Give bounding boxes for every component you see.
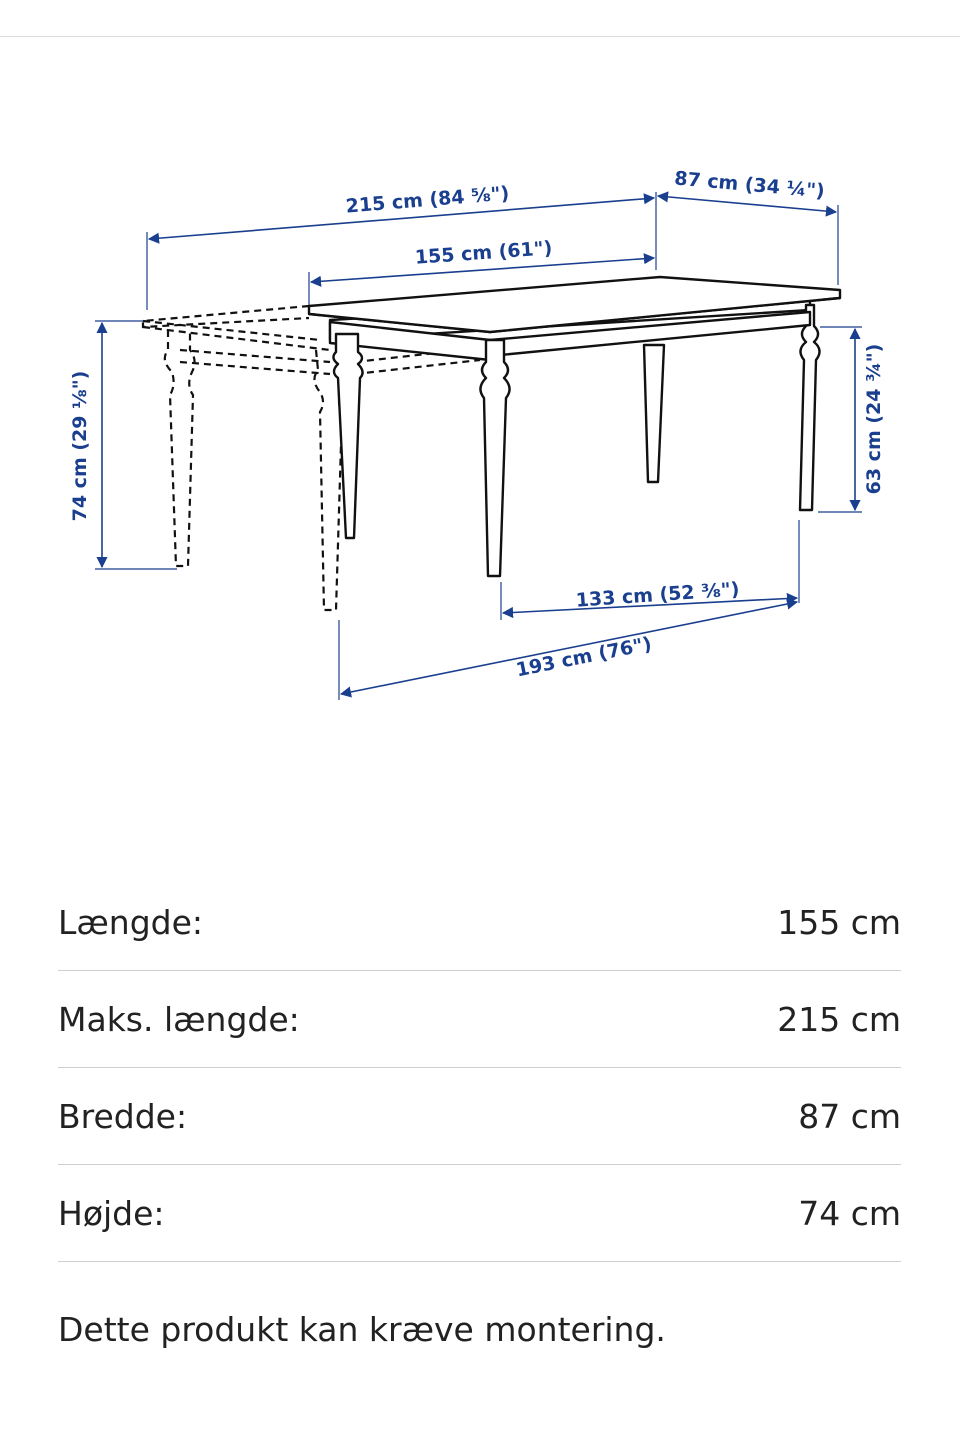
dimension-spec-list: [58, 875, 901, 1262]
table-drawing: [309, 277, 840, 576]
spec-value: 215 cm: [777, 999, 901, 1039]
leg-span-label: 133 cm (52 ⅜"): [575, 578, 741, 612]
table-dimension-diagram: [0, 140, 960, 740]
spec-label: Højde:: [58, 1193, 165, 1233]
extended-leg-span-label: 193 cm (76"): [514, 632, 654, 682]
spec-value: 74 cm: [798, 1193, 901, 1233]
height-label: 74 cm (29 ⅛"): [69, 370, 91, 522]
length-label: 155 cm (61"): [414, 237, 554, 269]
assembly-note: Dette produkt kan kræve montering.: [58, 1310, 666, 1349]
spec-row-length: [58, 875, 901, 971]
leg-height-label: 63 cm (24 ¾"): [863, 343, 885, 495]
width-label: 87 cm (34 ¼"): [673, 167, 826, 203]
top-divider: [0, 36, 960, 37]
spec-value: 155 cm: [777, 903, 901, 942]
spec-label: Længde:: [58, 903, 204, 942]
spec-row-width: [58, 1068, 901, 1165]
max-length-label: 215 cm (84 ⅝"): [344, 182, 511, 218]
spec-row-height: [58, 1165, 901, 1262]
spec-row-max-length: [58, 971, 901, 1068]
spec-label: Bredde:: [58, 1096, 188, 1136]
spec-value: 87 cm: [798, 1096, 901, 1136]
spec-label: Maks. længde:: [58, 999, 300, 1039]
